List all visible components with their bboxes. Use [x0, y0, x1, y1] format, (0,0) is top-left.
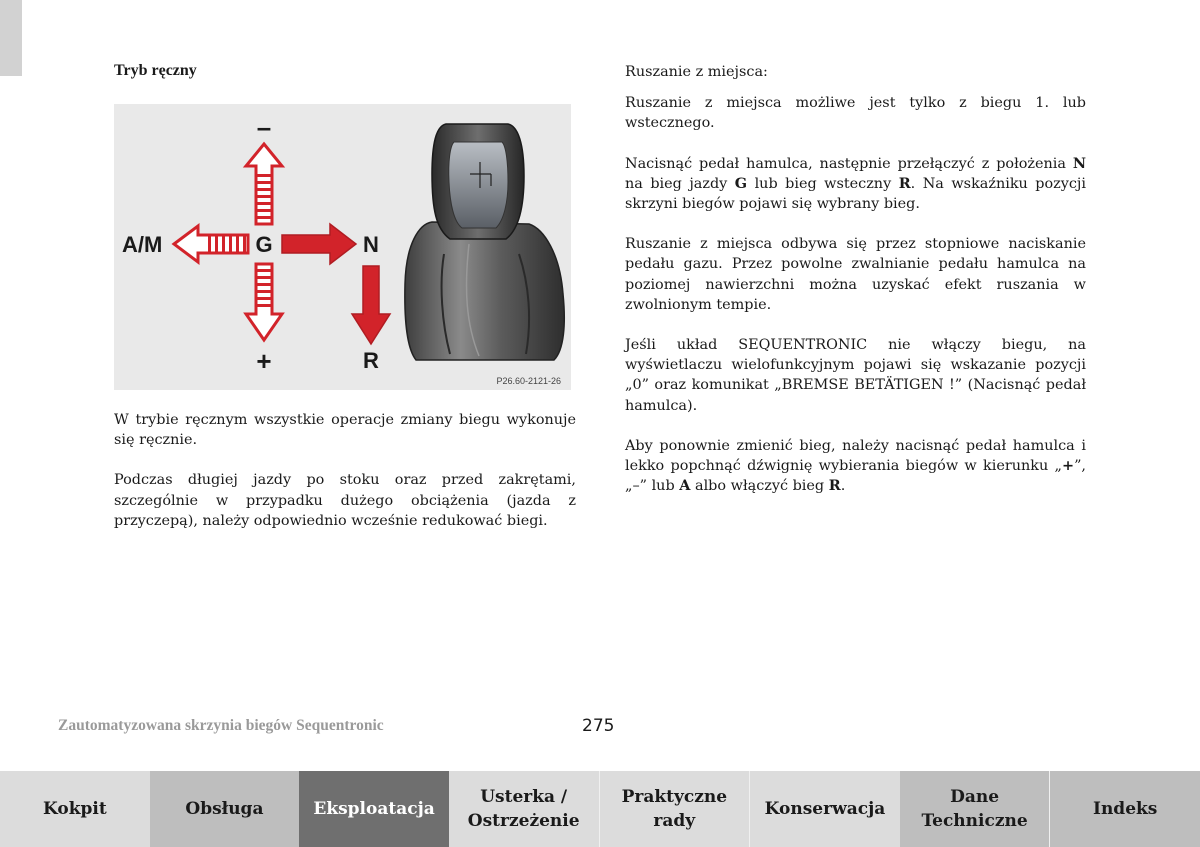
- arrow-left-icon: [174, 226, 248, 262]
- nav-tab-label-line2: Techniczne: [921, 811, 1028, 831]
- chapter-navigation: [0, 771, 1200, 847]
- nav-tab-kokpit[interactable]: [0, 771, 150, 847]
- text-run: ”, „–” lub: [625, 458, 1086, 495]
- figure-code: P26.60-2121-26: [496, 376, 561, 386]
- text-run: Aby ponownie zmienić bieg, należy nacisnąć pedał hamulca i lekko popchnąć dźwignię wybierania biegów w kierunku „: [625, 437, 1086, 475]
- right-paragraph-1: Ruszanie z miejsca:: [625, 64, 768, 80]
- arrow-up-icon: [246, 144, 282, 224]
- right-paragraph-4: Ruszanie z miejsca odbywa się przez stopniowe naciskanie pedału gazu. Przez powolne zwalnianie pedału hamulca na poziomej nawierzchni można uzyskać efekt ruszania w zwolnionym tempie.: [625, 236, 1086, 313]
- nav-tab-label: Dane: [950, 787, 1000, 807]
- nav-tab-label: Eksploatacja: [313, 799, 435, 819]
- bold-plus: +: [1062, 457, 1075, 475]
- nav-tab-label: Obsługa: [185, 799, 264, 819]
- page-number: 275: [582, 716, 615, 736]
- nav-tab-label: Praktyczne: [621, 787, 728, 807]
- right-paragraph-3: [625, 154, 1086, 215]
- right-paragraph-2: Ruszanie z miejsca możliwe jest tylko z biegu 1. lub wstecznego.: [625, 95, 1086, 132]
- text-run: albo włączyć bieg: [690, 478, 829, 495]
- text-run: lub bieg wsteczny: [747, 175, 899, 192]
- right-paragraph-5: Jeśli układ SEQUENTRONIC nie włączy biegu, na wyświetlaczu wielofunkcyjnym pojawi się wskazanie pozycji „0” oraz komunikat „BREMSE BETÄTIGEN !” (Nacisnąć pedał hamulca).: [625, 337, 1086, 414]
- bold-r: R: [898, 174, 911, 192]
- corner-tab: [0, 0, 22, 76]
- arrow-right-icon: [282, 224, 356, 264]
- arrow-down-icon: [246, 264, 282, 340]
- label-n: N: [363, 232, 379, 257]
- text-run: na bieg jazdy: [625, 175, 735, 192]
- label-plus: +: [256, 346, 272, 376]
- bold-g: G: [734, 174, 748, 192]
- bold-r: R: [828, 477, 841, 495]
- nav-tab-praktyczne-rady[interactable]: [599, 771, 750, 847]
- label-g: G: [255, 232, 273, 257]
- label-am: A/M: [122, 232, 163, 257]
- nav-tab-label: Kokpit: [42, 799, 107, 819]
- nav-tab-label: Indeks: [1093, 799, 1158, 819]
- nav-tab-indeks[interactable]: [1049, 771, 1200, 847]
- nav-tab-dane-techniczne[interactable]: [900, 771, 1050, 847]
- nav-tab-usterka[interactable]: [449, 771, 599, 847]
- bold-n: N: [1072, 154, 1086, 172]
- bold-a: A: [679, 477, 691, 495]
- text-run: Nacisnąć pedał hamulca, następnie przełączyć z położenia: [625, 155, 1073, 172]
- nav-tab-label-line2: rady: [653, 811, 696, 831]
- footer-chapter-title: Zautomatyzowana skrzynia biegów Sequentronic: [58, 717, 384, 734]
- shift-lever-image: [405, 124, 564, 360]
- text-run: . Na wskaźniku pozycji skrzyni biegów pojawi się wybrany bieg.: [625, 175, 1086, 213]
- left-paragraph-1: W trybie ręcznym wszystkie operacje zmiany biegu wykonuje się ręcznie.: [114, 412, 576, 449]
- gear-shift-figure: [114, 104, 571, 390]
- nav-tab-label: Konserwacja: [764, 799, 886, 819]
- label-minus: –: [256, 112, 272, 142]
- label-r: R: [363, 348, 379, 373]
- nav-tab-eksploatacja[interactable]: [299, 771, 449, 847]
- text-run: .: [840, 478, 846, 495]
- right-column: [625, 62, 1086, 516]
- left-column: [114, 410, 576, 551]
- section-heading: Tryb ręczny: [114, 62, 197, 79]
- gear-shift-diagram: [114, 104, 571, 390]
- nav-tab-label: Usterka /: [480, 787, 568, 807]
- nav-tab-obsluga[interactable]: [150, 771, 300, 847]
- nav-tab-label-line2: Ostrzeżenie: [467, 811, 580, 831]
- nav-tab-konserwacja[interactable]: [749, 771, 900, 847]
- left-paragraph-2: Podczas długiej jazdy po stoku oraz przed zakrętami, szczególnie w przypadku dużego obciążenia (jazda z przyczepą), należy odpowiednio wcześnie redukować biegi.: [114, 472, 576, 529]
- arrow-n-to-r-icon: [352, 266, 390, 344]
- right-paragraph-6: [625, 436, 1086, 497]
